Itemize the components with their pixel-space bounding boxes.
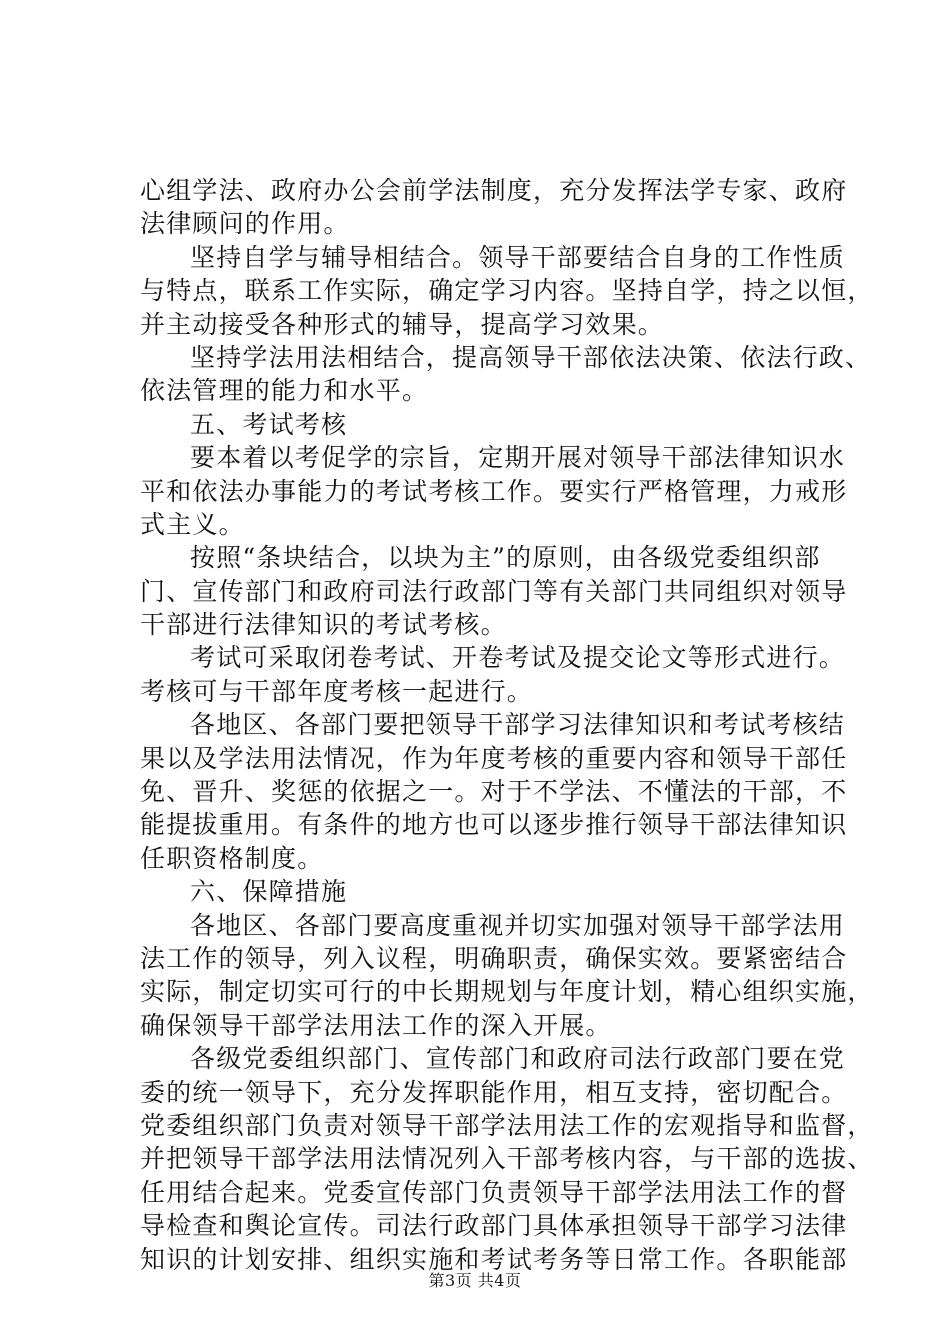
text-line: 六、保障措施 [190,877,348,907]
text-line: 确保领导干部学法用法工作的深入开展。 [140,1010,612,1040]
text-line: 坚持自学与辅导相结合。领导干部要结合自身的工作性质 [190,242,846,272]
text-line: 按照“条块结合，以块为主”的原则，由各级党委组织部 [190,543,821,573]
text-line: 心组学法、政府办公会前学法制度，充分发挥法学专家、政府 [140,176,848,205]
text-line: 党委组织部门负责对领导干部学法用法工作的宏观指导和监督， [140,1110,874,1140]
text-line: 考核可与干部年度考核一起进行。 [140,676,534,706]
text-line: 并主动接受各种形式的辅导，提高学习效果。 [140,309,665,339]
text-line: 门、宣传部门和政府司法行政部门等有关部门共同组织对领导 [140,576,848,606]
text-line: 坚持学法用法相结合，提高领导干部依法决策、依法行政、 [190,342,872,372]
text-line: 各地区、各部门要把领导干部学习法律知识和考试考核结 [190,710,846,740]
text-line: 五、考试考核 [190,409,348,439]
text-line: 与特点，联系工作实际，确定学习内容。坚持自学，持之以恒， [140,276,874,306]
text-line: 考试可采取闭卷考试、开卷考试及提交论文等形式进行。 [190,643,846,673]
text-line: 各地区、各部门要高度重视并切实加强对领导干部学法用 [190,910,846,940]
text-line: 法工作的领导，列入议程，明确职责，确保实效。要紧密结合 [140,943,848,973]
text-line: 任用结合起来。党委宣传部门负责领导干部学法用法工作的督 [140,1177,848,1207]
text-line: 知识的计划安排、组织实施和考试考务等日常工作。各职能部 [140,1244,848,1274]
text-line: 能提拔重用。有条件的地方也可以逐步推行领导干部法律知识 [140,810,848,840]
text-line: 要本着以考促学的宗旨，定期开展对领导干部法律知识水 [190,443,846,473]
document-body [140,174,874,1276]
text-line: 并把领导干部学法用法情况列入干部考核内容，与干部的选拔、 [140,1144,874,1174]
text-line: 依法管理的能力和水平。 [140,376,429,406]
text-line: 干部进行法律知识的考试考核。 [140,610,507,640]
text-line: 导检查和舆论宣传。司法行政部门具体承担领导干部学习法律 [140,1211,848,1241]
text-line: 法律顾问的作用。 [140,209,350,239]
text-line: 实际，制定切实可行的中长期规划与年度计划，精心组织实施， [140,977,874,1007]
text-line: 果以及学法用法情况，作为年度考核的重要内容和领导干部任 [140,743,848,773]
text-line: 委的统一领导下，充分发挥职能作用，相互支持，密切配合。 [140,1077,848,1107]
text-line: 各级党委组织部门、宣传部门和政府司法行政部门要在党 [190,1044,846,1074]
page-footer: 第3页 共4页 [428,1271,522,1290]
text-line: 任职资格制度。 [140,843,324,873]
text-line: 平和依法办事能力的考试考核工作。要实行严格管理，力戒形 [140,476,848,506]
text-line: 免、晋升、奖惩的依据之一。对于不学法、不懂法的干部，不 [140,777,848,807]
text-line: 式主义。 [140,509,245,539]
